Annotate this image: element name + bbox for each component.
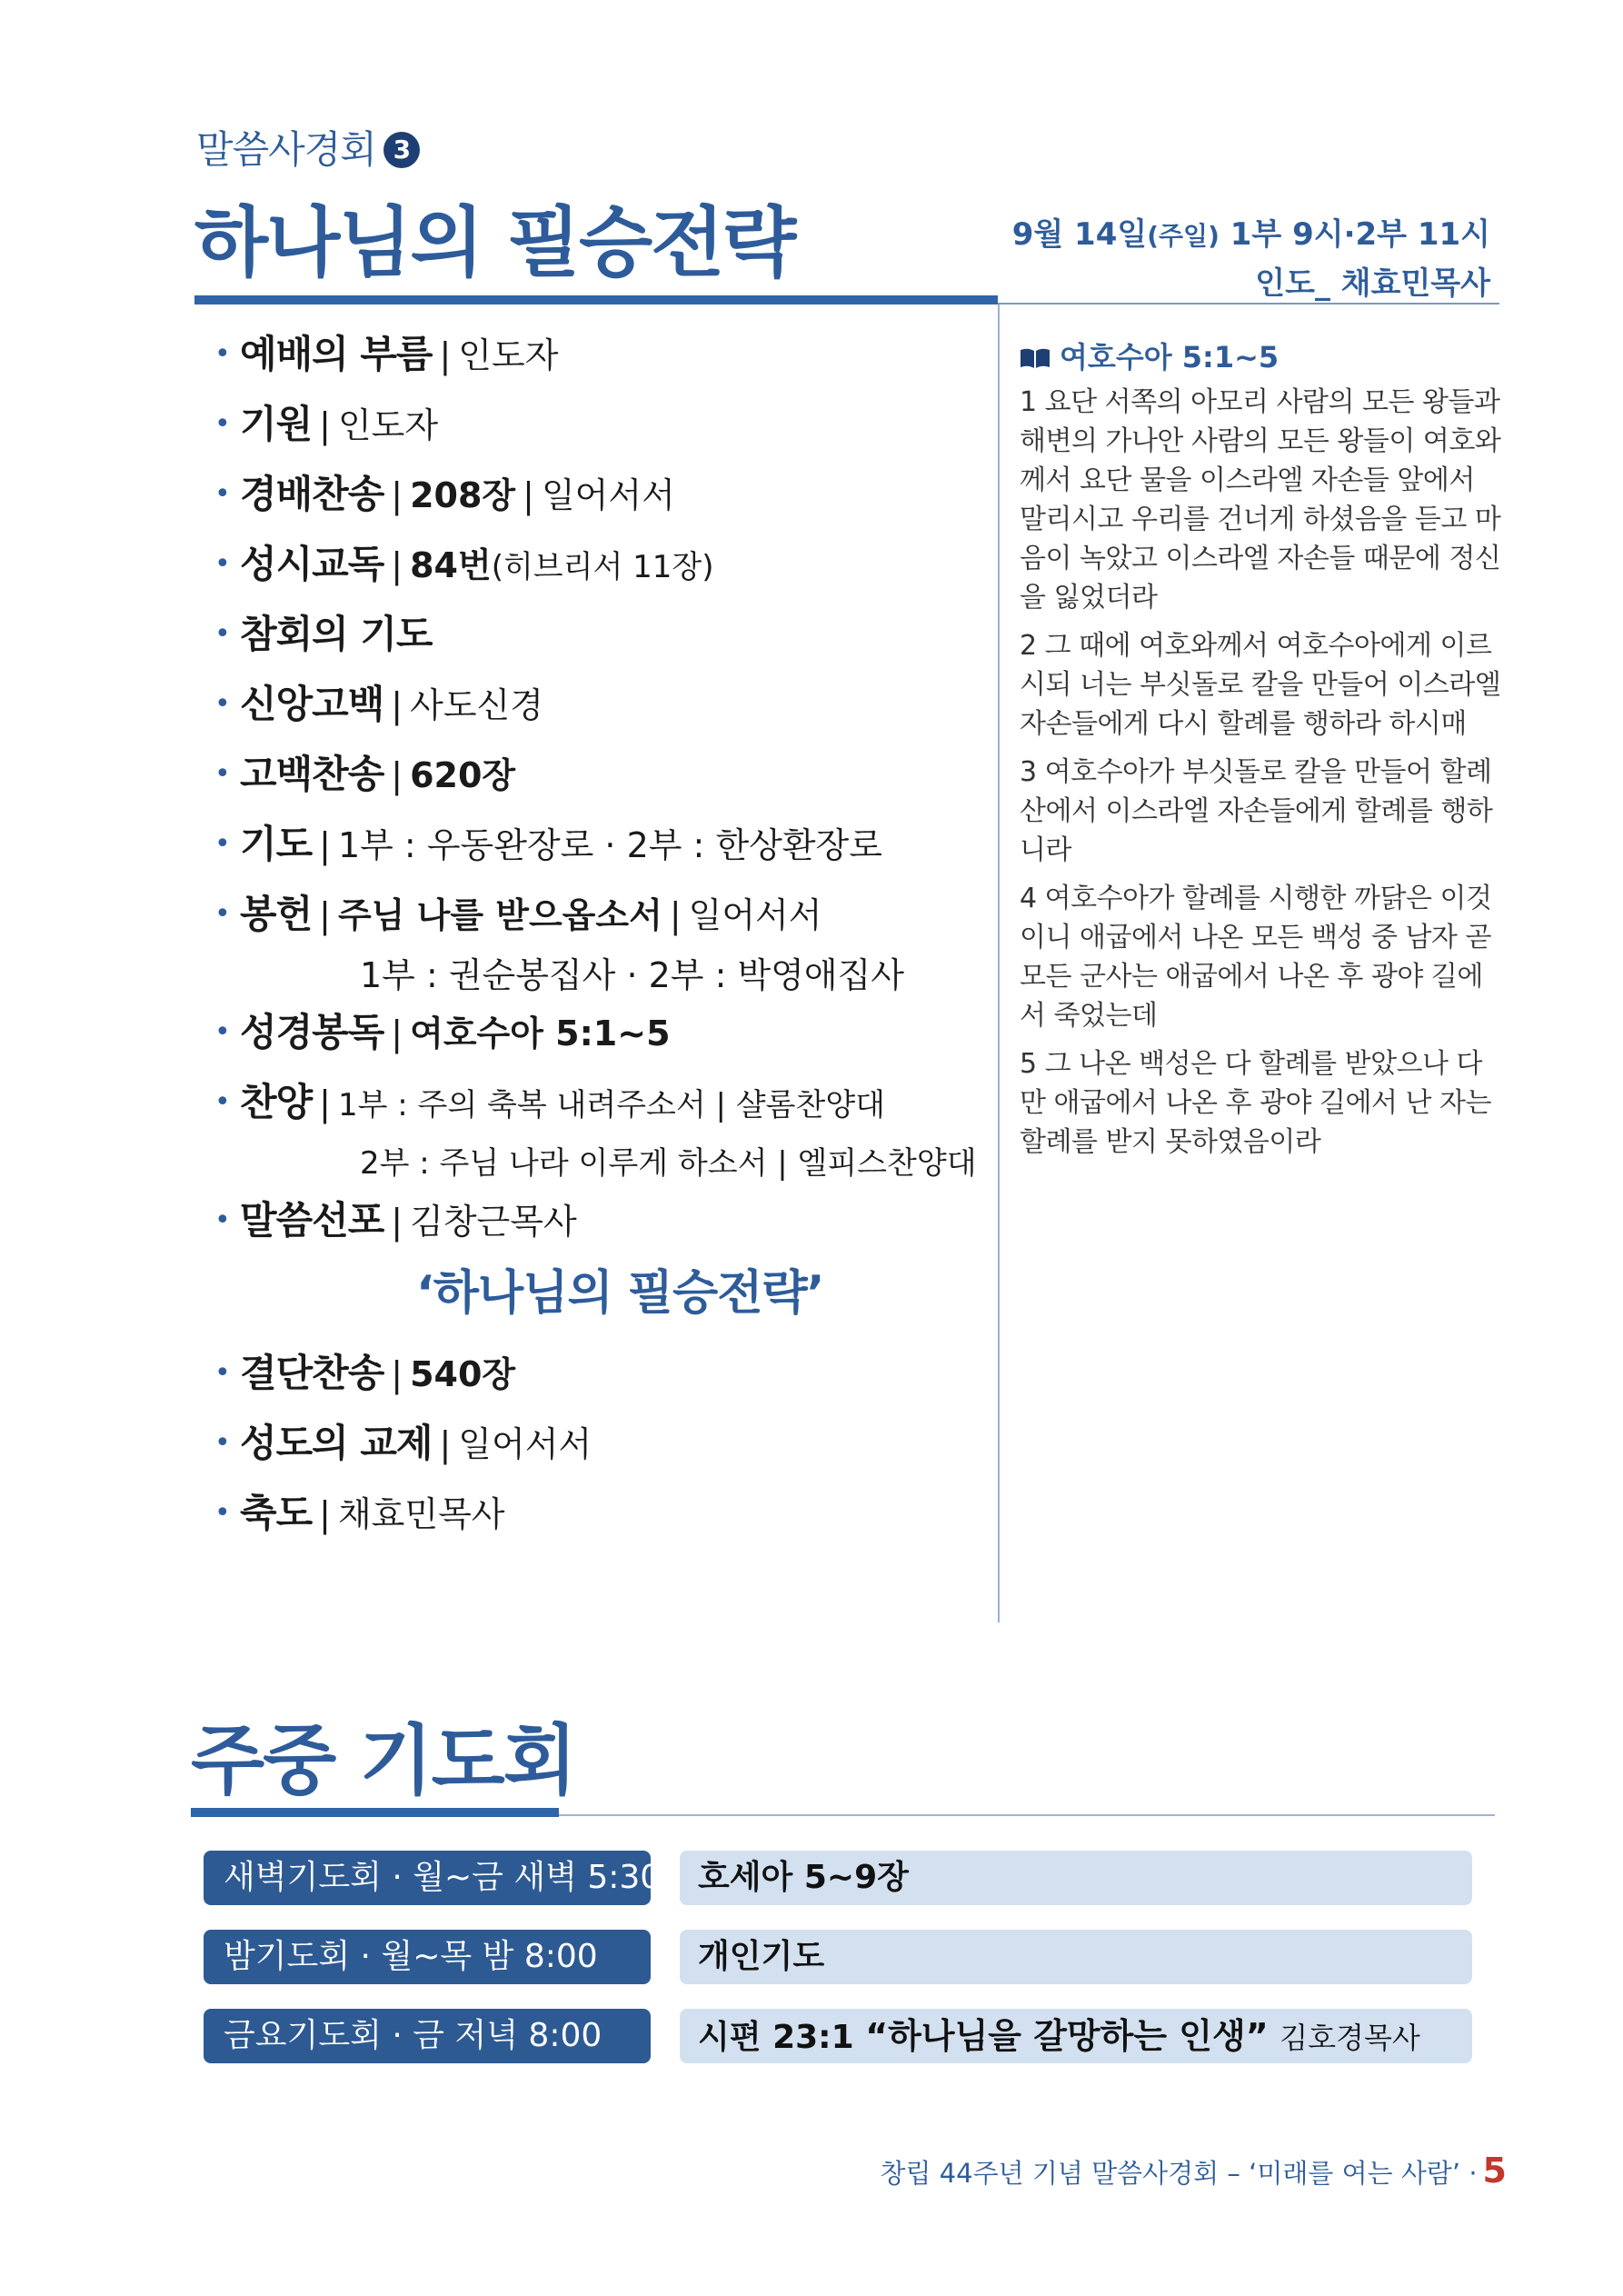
- kicker: [196, 120, 420, 175]
- verse-text: 4 여호수아가 할례를 시행한 까닭은 이것이니 애굽에서 나온 모든 백성 중 남자 곧 모든 군사는 애굽에서 나온 후 광야 길에서 죽었는데: [1020, 883, 1492, 1032]
- kicker-text: 말씀사경회: [196, 127, 376, 172]
- separator: |: [391, 685, 403, 725]
- separator: |: [391, 545, 403, 585]
- order-label: 참회의 기도: [240, 612, 433, 656]
- hymn-number: 620장: [410, 755, 516, 795]
- separator: |: [319, 1083, 331, 1123]
- separator: |: [319, 405, 331, 445]
- offering-hymn: 주님 나를 받으옵소서: [337, 895, 662, 935]
- service-times: 1부 9시·2부 11시: [1219, 216, 1490, 253]
- verse-text: 2 그 때에 여호와께서 여호수아에게 이르시되 너는 부싯돌로 칼을 만들어 이스라엘 자손들에게 다시 할례를 행하라 하시매: [1020, 630, 1501, 740]
- bullet-icon: •: [214, 477, 231, 510]
- order-label: 결단찬송: [240, 1351, 384, 1395]
- bullet-icon: •: [214, 827, 231, 860]
- separator: |: [391, 1013, 403, 1053]
- separator: |: [319, 825, 331, 865]
- section-rule: [191, 1808, 559, 1817]
- bullet-icon: •: [214, 547, 231, 580]
- date-block: [1012, 211, 1490, 307]
- order-value: 일어서서: [458, 1424, 592, 1464]
- order-value: 김창근목사: [410, 1202, 577, 1242]
- order-value: 1부 : 우동완장로 · 2부 : 한상환장로: [337, 825, 882, 865]
- prayer-meeting-content: [680, 1851, 1472, 1905]
- separator: |: [391, 755, 403, 795]
- order-item: [214, 1486, 987, 1556]
- order-value: 인도자: [458, 335, 559, 375]
- scripture-reference-text: 여호수아 5:1~5: [1060, 340, 1279, 374]
- footer: [880, 2151, 1507, 2191]
- order-label: 예배의 부름: [240, 332, 433, 376]
- date-day: (주일): [1147, 221, 1220, 251]
- prayer-meeting-content: [680, 2009, 1472, 2063]
- prayer-sermon-title: “하나님을 갈망하는 인생”: [865, 2016, 1269, 2056]
- order-item: [214, 747, 987, 817]
- order-item: [214, 1075, 987, 1137]
- footer-text: 창립 44주년 기념 말씀사경회 – ‘미래를 여는 사람’ ·: [880, 2158, 1478, 2189]
- prayer-topic: 호세아 5~9장: [698, 1859, 909, 1896]
- order-value: 일어서서: [688, 895, 822, 935]
- order-item: [214, 1193, 987, 1255]
- order-item: [214, 537, 987, 607]
- order-label: 성경봉독: [240, 1010, 384, 1054]
- order-subline: 2부 : 주님 나라 이루게 하소서 | 엘피스찬양대: [360, 1145, 977, 1182]
- title-rule-thin: [998, 303, 1499, 304]
- prayer-meeting-label: 밤기도회 · 월~목 밤 8:00: [204, 1930, 651, 1984]
- separator: |: [391, 1202, 403, 1242]
- bullet-icon: •: [214, 1496, 231, 1529]
- sermon-title: ‘하나님의 필승전략’: [416, 1266, 824, 1321]
- worship-order: [214, 327, 987, 1556]
- prayer-pastor: 김호경목사: [1279, 2021, 1420, 2055]
- bullet-icon: •: [214, 617, 231, 650]
- session-number-badge: 3: [383, 132, 420, 168]
- order-label: 기도: [240, 822, 313, 866]
- prayer-meeting-label: 금요기도회 · 금 저녁 8:00: [204, 2009, 651, 2063]
- prayer-row: [204, 1930, 1476, 1984]
- bullet-icon: •: [214, 1085, 231, 1118]
- bullet-icon: •: [214, 1203, 231, 1236]
- bullet-icon: •: [214, 1426, 231, 1459]
- hymn-number: 208장: [410, 475, 516, 515]
- separator: |: [439, 1424, 452, 1464]
- order-item: [214, 887, 987, 949]
- scripture-reference: 여호수아 5:1~5: [410, 1013, 671, 1053]
- hymn-number: 540장: [410, 1354, 516, 1394]
- separator: |: [523, 475, 534, 515]
- order-label: 신앙고백: [240, 682, 384, 726]
- prayer-topic: 시편 23:1: [698, 2019, 854, 2056]
- title-rule: [194, 295, 998, 304]
- order-item: [214, 467, 987, 537]
- prayer-row: [204, 2009, 1476, 2063]
- order-label: 찬양: [240, 1080, 313, 1124]
- order-label: 기원: [240, 402, 313, 446]
- order-value: 일어서서: [541, 475, 675, 515]
- verse-text: 5 그 나온 백성은 다 할례를 받았으나 다만 애굽에서 나온 후 광야 길에서 난 자는 할례를 받지 못하였음이라: [1020, 1048, 1491, 1158]
- bullet-icon: •: [214, 897, 231, 930]
- separator: |: [439, 335, 452, 375]
- order-label: 경배찬송: [240, 472, 384, 516]
- order-value: 인도자: [337, 405, 439, 445]
- order-label: 고백찬송: [240, 752, 384, 796]
- bullet-icon: •: [214, 1015, 231, 1048]
- order-value: 채효민목사: [337, 1494, 505, 1534]
- order-item: [214, 397, 987, 467]
- date-time: [1012, 211, 1490, 260]
- order-label: 성도의 교제: [240, 1421, 433, 1465]
- reading-number: 84번: [410, 545, 492, 585]
- date-text: 9월 14일: [1011, 216, 1148, 253]
- order-item: [214, 327, 987, 397]
- order-value: 1부 : 주의 축복 내려주소서 | 샬롬찬양대: [337, 1087, 886, 1123]
- prayer-meeting-content: [680, 1930, 1472, 1984]
- order-item: [214, 607, 987, 677]
- bullet-icon: •: [214, 407, 231, 440]
- order-label: 말씀선포: [240, 1198, 384, 1243]
- verse-text: 1 요단 서쪽의 아모리 사람의 모든 왕들과 해변의 가나안 사람의 모든 왕들이 여호와께서 요단 물을 이스라엘 자손들 앞에서 말리시고 우리를 건너게 하셨음을 듣고 마음이 녹았고 이스라엘 자손들 때문에 정신을 잃었더라: [1020, 386, 1501, 614]
- separator: |: [319, 895, 331, 935]
- order-label: 성시교독: [240, 542, 384, 586]
- bullet-icon: •: [214, 337, 231, 370]
- order-label: 축도: [240, 1491, 313, 1535]
- book-icon: [1020, 347, 1050, 369]
- prayer-section-title: 주중 기도회: [191, 1716, 575, 1805]
- order-value: 사도신경: [410, 685, 543, 725]
- order-item: [214, 1005, 987, 1075]
- separator: |: [391, 475, 403, 515]
- order-subline: 1부 : 권순봉집사 · 2부 : 박영애집사: [360, 955, 905, 995]
- bullet-icon: •: [214, 687, 231, 720]
- separator: |: [319, 1494, 331, 1534]
- order-item: [214, 1416, 987, 1486]
- bullet-icon: •: [214, 1356, 231, 1389]
- scripture-panel: [1020, 332, 1501, 1171]
- order-item: [214, 677, 987, 747]
- order-item: [214, 1346, 987, 1416]
- prayer-row: [204, 1851, 1476, 1905]
- prayer-topic: 개인기도: [698, 1938, 825, 1975]
- verse-text: 3 여호수아가 부싯돌로 칼을 만들어 할례 산에서 이스라엘 자손들에게 할례를 행하니라: [1020, 756, 1493, 866]
- order-item: [214, 817, 987, 887]
- separator: |: [669, 895, 682, 935]
- leader-text: 인도_ 채효민목사: [1255, 265, 1490, 302]
- separator: |: [391, 1354, 403, 1394]
- prayer-meeting-label: 새벽기도회 · 월~금 새벽 5:30: [204, 1851, 651, 1905]
- bullet-icon: •: [214, 757, 231, 790]
- column-divider: [998, 304, 1000, 1622]
- page-title: 하나님의 필승전략: [194, 198, 795, 287]
- section-rule-thin: [559, 1814, 1495, 1816]
- page-number: 5: [1482, 2151, 1507, 2191]
- order-label: 봉헌: [240, 892, 313, 936]
- scripture-heading: [1020, 332, 1501, 383]
- order-value: (히브리서 11장): [491, 549, 714, 585]
